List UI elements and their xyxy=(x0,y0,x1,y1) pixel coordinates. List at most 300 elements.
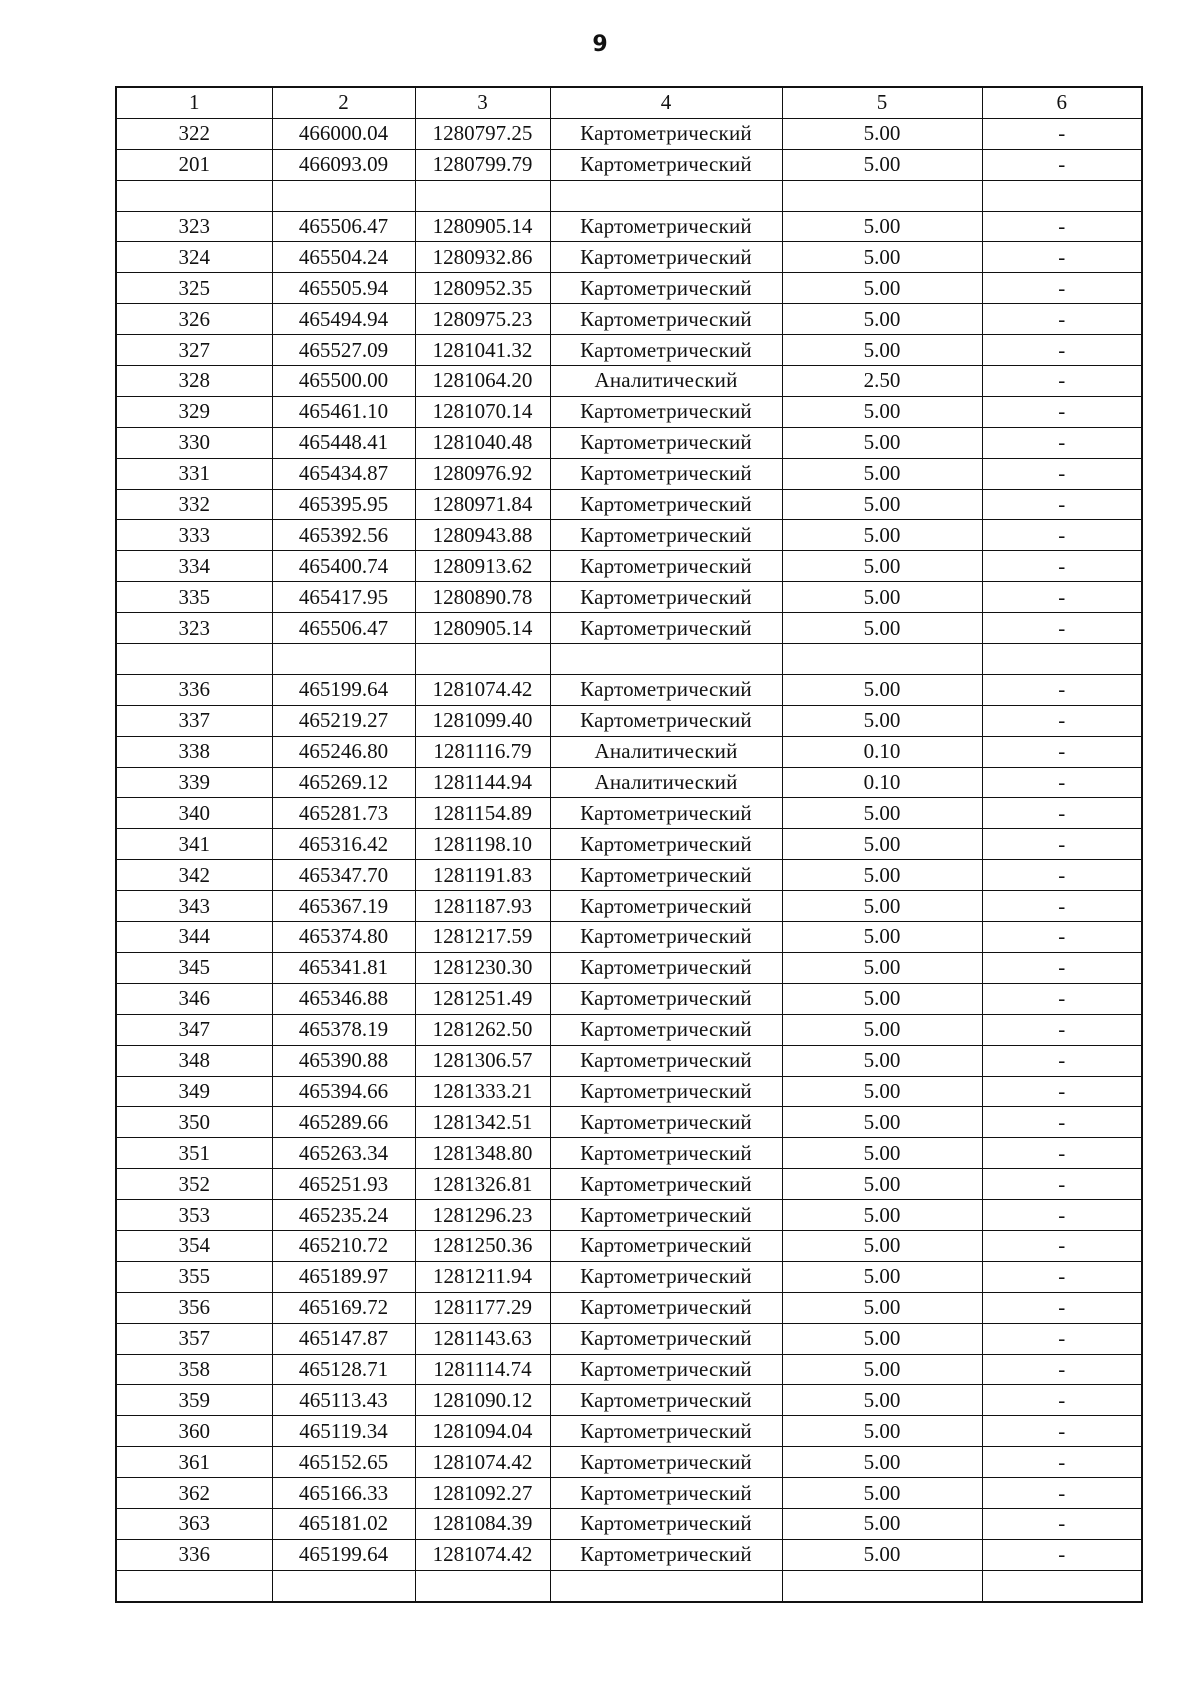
accuracy-cell: 5.00 xyxy=(782,1354,982,1385)
table-row xyxy=(116,1508,1142,1539)
table-row xyxy=(116,1478,1142,1509)
x-coordinate-cell: 465113.43 xyxy=(272,1385,415,1416)
point-number-cell: 333 xyxy=(116,520,272,551)
x-coordinate-cell: 465189.97 xyxy=(272,1261,415,1292)
point-number-cell: 344 xyxy=(116,922,272,953)
x-coordinate-cell: 465527.09 xyxy=(272,335,415,366)
note-cell: - xyxy=(982,1447,1142,1478)
y-coordinate-cell: 1281230.30 xyxy=(415,952,550,983)
table-row xyxy=(116,1385,1142,1416)
x-coordinate-cell: 465347.70 xyxy=(272,860,415,891)
note-cell: - xyxy=(982,767,1142,798)
y-coordinate-cell: 1281306.57 xyxy=(415,1045,550,1076)
note-cell: - xyxy=(982,1539,1142,1570)
note-cell: - xyxy=(982,798,1142,829)
x-coordinate-cell: 466000.04 xyxy=(272,118,415,149)
point-number-cell: 346 xyxy=(116,983,272,1014)
method-cell: Аналитический xyxy=(550,736,782,767)
note-cell: - xyxy=(982,396,1142,427)
method-cell: Картометрический xyxy=(550,1200,782,1231)
method-cell: Аналитический xyxy=(550,366,782,397)
x-coordinate-cell: 465500.00 xyxy=(272,366,415,397)
table-row xyxy=(116,1261,1142,1292)
table-row xyxy=(116,767,1142,798)
table-row xyxy=(116,1138,1142,1169)
method-cell: Картометрический xyxy=(550,1447,782,1478)
accuracy-cell: 5.00 xyxy=(782,273,982,304)
y-coordinate-cell: 1281144.94 xyxy=(415,767,550,798)
note-cell: - xyxy=(982,705,1142,736)
table-row-empty xyxy=(116,644,1142,675)
table-row xyxy=(116,149,1142,180)
point-number-cell: 347 xyxy=(116,1014,272,1045)
method-cell: Картометрический xyxy=(550,674,782,705)
method-cell: Картометрический xyxy=(550,1323,782,1354)
x-coordinate-cell: 465119.34 xyxy=(272,1416,415,1447)
column-header-4: 4 xyxy=(550,87,782,118)
column-header-6: 6 xyxy=(982,87,1142,118)
table-row xyxy=(116,335,1142,366)
accuracy-cell: 5.00 xyxy=(782,304,982,335)
x-coordinate-cell: 465199.64 xyxy=(272,674,415,705)
table-row xyxy=(116,211,1142,242)
accuracy-cell xyxy=(782,180,982,211)
method-cell: Картометрический xyxy=(550,551,782,582)
column-header-3: 3 xyxy=(415,87,550,118)
accuracy-cell: 5.00 xyxy=(782,613,982,644)
accuracy-cell: 5.00 xyxy=(782,891,982,922)
note-cell: - xyxy=(982,273,1142,304)
y-coordinate-cell: 1280971.84 xyxy=(415,489,550,520)
accuracy-cell: 5.00 xyxy=(782,1107,982,1138)
method-cell: Картометрический xyxy=(550,952,782,983)
method-cell: Картометрический xyxy=(550,891,782,922)
y-coordinate-cell: 1281090.12 xyxy=(415,1385,550,1416)
point-number-cell: 339 xyxy=(116,767,272,798)
x-coordinate-cell: 465390.88 xyxy=(272,1045,415,1076)
accuracy-cell: 5.00 xyxy=(782,149,982,180)
point-number-cell: 329 xyxy=(116,396,272,427)
y-coordinate-cell: 1281092.27 xyxy=(415,1478,550,1509)
note-cell: - xyxy=(982,1416,1142,1447)
table-row xyxy=(116,520,1142,551)
x-coordinate-cell xyxy=(272,644,415,675)
y-coordinate-cell: 1280976.92 xyxy=(415,458,550,489)
method-cell: Картометрический xyxy=(550,211,782,242)
table-row xyxy=(116,1107,1142,1138)
point-number-cell: 327 xyxy=(116,335,272,366)
y-coordinate-cell: 1281041.32 xyxy=(415,335,550,366)
x-coordinate-cell: 465378.19 xyxy=(272,1014,415,1045)
point-number-cell: 324 xyxy=(116,242,272,273)
method-cell: Картометрический xyxy=(550,149,782,180)
table-row xyxy=(116,1416,1142,1447)
accuracy-cell: 0.10 xyxy=(782,736,982,767)
table-row xyxy=(116,1200,1142,1231)
table-row xyxy=(116,366,1142,397)
method-cell: Картометрический xyxy=(550,1107,782,1138)
method-cell: Картометрический xyxy=(550,860,782,891)
table-row xyxy=(116,1292,1142,1323)
x-coordinate-cell: 465506.47 xyxy=(272,211,415,242)
method-cell: Картометрический xyxy=(550,1261,782,1292)
point-number-cell: 361 xyxy=(116,1447,272,1478)
table-header xyxy=(116,87,1142,118)
y-coordinate-cell: 1280799.79 xyxy=(415,149,550,180)
x-coordinate-cell: 465505.94 xyxy=(272,273,415,304)
y-coordinate-cell: 1280943.88 xyxy=(415,520,550,551)
y-coordinate-cell: 1281326.81 xyxy=(415,1169,550,1200)
table-row xyxy=(116,1045,1142,1076)
x-coordinate-cell: 465461.10 xyxy=(272,396,415,427)
x-coordinate-cell: 465346.88 xyxy=(272,983,415,1014)
accuracy-cell: 5.00 xyxy=(782,1292,982,1323)
accuracy-cell: 5.00 xyxy=(782,1508,982,1539)
column-header-2: 2 xyxy=(272,87,415,118)
note-cell: - xyxy=(982,1385,1142,1416)
accuracy-cell: 5.00 xyxy=(782,1014,982,1045)
accuracy-cell: 5.00 xyxy=(782,520,982,551)
note-cell xyxy=(982,180,1142,211)
note-cell: - xyxy=(982,211,1142,242)
y-coordinate-cell: 1281094.04 xyxy=(415,1416,550,1447)
y-coordinate-cell xyxy=(415,644,550,675)
table-row xyxy=(116,798,1142,829)
y-coordinate-cell xyxy=(415,1570,550,1601)
x-coordinate-cell: 465506.47 xyxy=(272,613,415,644)
point-number-cell: 342 xyxy=(116,860,272,891)
point-number-cell xyxy=(116,180,272,211)
accuracy-cell: 5.00 xyxy=(782,1385,982,1416)
table-row xyxy=(116,118,1142,149)
note-cell: - xyxy=(982,1014,1142,1045)
y-coordinate-cell: 1281116.79 xyxy=(415,736,550,767)
y-coordinate-cell: 1280797.25 xyxy=(415,118,550,149)
table-row xyxy=(116,736,1142,767)
note-cell: - xyxy=(982,952,1142,983)
method-cell xyxy=(550,180,782,211)
table-row xyxy=(116,1014,1142,1045)
point-number-cell: 356 xyxy=(116,1292,272,1323)
point-number-cell xyxy=(116,644,272,675)
point-number-cell: 349 xyxy=(116,1076,272,1107)
note-cell: - xyxy=(982,613,1142,644)
x-coordinate-cell: 465434.87 xyxy=(272,458,415,489)
point-number-cell: 343 xyxy=(116,891,272,922)
table-body xyxy=(116,118,1142,1601)
table-row xyxy=(116,273,1142,304)
y-coordinate-cell: 1281217.59 xyxy=(415,922,550,953)
y-coordinate-cell: 1281154.89 xyxy=(415,798,550,829)
accuracy-cell: 5.00 xyxy=(782,396,982,427)
accuracy-cell: 5.00 xyxy=(782,1323,982,1354)
method-cell: Картометрический xyxy=(550,705,782,736)
method-cell: Картометрический xyxy=(550,335,782,366)
table-row xyxy=(116,1076,1142,1107)
accuracy-cell: 5.00 xyxy=(782,458,982,489)
note-cell: - xyxy=(982,1292,1142,1323)
table-row xyxy=(116,458,1142,489)
accuracy-cell: 5.00 xyxy=(782,1045,982,1076)
page-number: 9 xyxy=(592,32,608,57)
table-row xyxy=(116,674,1142,705)
accuracy-cell: 5.00 xyxy=(782,922,982,953)
accuracy-cell: 5.00 xyxy=(782,489,982,520)
y-coordinate-cell: 1281262.50 xyxy=(415,1014,550,1045)
y-coordinate-cell: 1280932.86 xyxy=(415,242,550,273)
x-coordinate-cell: 465394.66 xyxy=(272,1076,415,1107)
method-cell: Картометрический xyxy=(550,1169,782,1200)
header-row xyxy=(116,87,1142,118)
y-coordinate-cell: 1281251.49 xyxy=(415,983,550,1014)
y-coordinate-cell: 1281177.29 xyxy=(415,1292,550,1323)
table-row xyxy=(116,1230,1142,1261)
accuracy-cell: 5.00 xyxy=(782,1200,982,1231)
table-row xyxy=(116,396,1142,427)
point-number-cell: 330 xyxy=(116,427,272,458)
point-number-cell: 340 xyxy=(116,798,272,829)
note-cell: - xyxy=(982,983,1142,1014)
y-coordinate-cell: 1281064.20 xyxy=(415,366,550,397)
accuracy-cell: 0.10 xyxy=(782,767,982,798)
table-row xyxy=(116,860,1142,891)
accuracy-cell: 5.00 xyxy=(782,1230,982,1261)
x-coordinate-cell: 465392.56 xyxy=(272,520,415,551)
x-coordinate-cell: 465367.19 xyxy=(272,891,415,922)
point-number-cell: 363 xyxy=(116,1508,272,1539)
point-number-cell: 345 xyxy=(116,952,272,983)
point-number-cell: 335 xyxy=(116,582,272,613)
y-coordinate-cell: 1281084.39 xyxy=(415,1508,550,1539)
table-row xyxy=(116,551,1142,582)
y-coordinate-cell: 1281040.48 xyxy=(415,427,550,458)
note-cell: - xyxy=(982,922,1142,953)
method-cell: Аналитический xyxy=(550,767,782,798)
method-cell: Картометрический xyxy=(550,798,782,829)
accuracy-cell: 5.00 xyxy=(782,582,982,613)
method-cell: Картометрический xyxy=(550,1045,782,1076)
y-coordinate-cell: 1281074.42 xyxy=(415,674,550,705)
note-cell: - xyxy=(982,366,1142,397)
x-coordinate-cell: 465251.93 xyxy=(272,1169,415,1200)
method-cell: Картометрический xyxy=(550,1385,782,1416)
point-number-cell: 201 xyxy=(116,149,272,180)
table-row xyxy=(116,1169,1142,1200)
accuracy-cell: 5.00 xyxy=(782,952,982,983)
accuracy-cell: 5.00 xyxy=(782,1416,982,1447)
note-cell: - xyxy=(982,335,1142,366)
table-row xyxy=(116,1354,1142,1385)
table-row xyxy=(116,891,1142,922)
point-number-cell: 323 xyxy=(116,211,272,242)
point-number-cell: 354 xyxy=(116,1230,272,1261)
accuracy-cell: 5.00 xyxy=(782,705,982,736)
accuracy-cell: 5.00 xyxy=(782,118,982,149)
point-number-cell: 331 xyxy=(116,458,272,489)
accuracy-cell: 5.00 xyxy=(782,427,982,458)
accuracy-cell: 5.00 xyxy=(782,829,982,860)
accuracy-cell: 5.00 xyxy=(782,798,982,829)
point-number-cell: 338 xyxy=(116,736,272,767)
table-row xyxy=(116,829,1142,860)
method-cell: Картометрический xyxy=(550,829,782,860)
point-number-cell: 360 xyxy=(116,1416,272,1447)
note-cell xyxy=(982,644,1142,675)
method-cell: Картометрический xyxy=(550,242,782,273)
x-coordinate-cell: 465400.74 xyxy=(272,551,415,582)
accuracy-cell: 5.00 xyxy=(782,1261,982,1292)
note-cell: - xyxy=(982,304,1142,335)
x-coordinate-cell: 465169.72 xyxy=(272,1292,415,1323)
table-row xyxy=(116,582,1142,613)
note-cell xyxy=(982,1570,1142,1601)
table-row xyxy=(116,952,1142,983)
point-number-cell: 325 xyxy=(116,273,272,304)
point-number-cell xyxy=(116,1570,272,1601)
point-number-cell: 336 xyxy=(116,674,272,705)
point-number-cell: 350 xyxy=(116,1107,272,1138)
y-coordinate-cell: 1281074.42 xyxy=(415,1447,550,1478)
x-coordinate-cell: 465166.33 xyxy=(272,1478,415,1509)
method-cell: Картометрический xyxy=(550,304,782,335)
x-coordinate-cell: 465181.02 xyxy=(272,1508,415,1539)
note-cell: - xyxy=(982,489,1142,520)
accuracy-cell xyxy=(782,644,982,675)
point-number-cell: 328 xyxy=(116,366,272,397)
note-cell: - xyxy=(982,1169,1142,1200)
method-cell: Картометрический xyxy=(550,458,782,489)
method-cell: Картометрический xyxy=(550,613,782,644)
x-coordinate-cell: 465494.94 xyxy=(272,304,415,335)
point-number-cell: 326 xyxy=(116,304,272,335)
x-coordinate-cell: 465341.81 xyxy=(272,952,415,983)
note-cell: - xyxy=(982,1508,1142,1539)
y-coordinate-cell: 1281099.40 xyxy=(415,705,550,736)
accuracy-cell: 5.00 xyxy=(782,674,982,705)
point-number-cell: 348 xyxy=(116,1045,272,1076)
table-row xyxy=(116,922,1142,953)
y-coordinate-cell: 1281198.10 xyxy=(415,829,550,860)
method-cell: Картометрический xyxy=(550,1416,782,1447)
point-number-cell: 341 xyxy=(116,829,272,860)
note-cell: - xyxy=(982,891,1142,922)
note-cell: - xyxy=(982,1200,1142,1231)
x-coordinate-cell: 465289.66 xyxy=(272,1107,415,1138)
y-coordinate-cell: 1281250.36 xyxy=(415,1230,550,1261)
method-cell: Картометрический xyxy=(550,1230,782,1261)
x-coordinate-cell: 466093.09 xyxy=(272,149,415,180)
accuracy-cell: 5.00 xyxy=(782,242,982,273)
note-cell: - xyxy=(982,520,1142,551)
x-coordinate-cell: 465269.12 xyxy=(272,767,415,798)
point-number-cell: 357 xyxy=(116,1323,272,1354)
column-header-5: 5 xyxy=(782,87,982,118)
table-row xyxy=(116,304,1142,335)
method-cell: Картометрический xyxy=(550,922,782,953)
x-coordinate-cell xyxy=(272,1570,415,1601)
y-coordinate-cell: 1281074.42 xyxy=(415,1539,550,1570)
y-coordinate-cell: 1281211.94 xyxy=(415,1261,550,1292)
x-coordinate-cell: 465504.24 xyxy=(272,242,415,273)
accuracy-cell: 2.50 xyxy=(782,366,982,397)
accuracy-cell: 5.00 xyxy=(782,1169,982,1200)
x-coordinate-cell: 465395.95 xyxy=(272,489,415,520)
accuracy-cell: 5.00 xyxy=(782,1447,982,1478)
note-cell: - xyxy=(982,736,1142,767)
method-cell: Картометрический xyxy=(550,1539,782,1570)
y-coordinate-cell: 1280952.35 xyxy=(415,273,550,304)
y-coordinate-cell: 1281070.14 xyxy=(415,396,550,427)
point-number-cell: 353 xyxy=(116,1200,272,1231)
accuracy-cell: 5.00 xyxy=(782,211,982,242)
note-cell: - xyxy=(982,829,1142,860)
method-cell: Картометрический xyxy=(550,1076,782,1107)
note-cell: - xyxy=(982,1478,1142,1509)
note-cell: - xyxy=(982,582,1142,613)
table-row xyxy=(116,1323,1142,1354)
table-row-empty xyxy=(116,180,1142,211)
point-number-cell: 355 xyxy=(116,1261,272,1292)
method-cell: Картометрический xyxy=(550,1354,782,1385)
point-number-cell: 337 xyxy=(116,705,272,736)
accuracy-cell: 5.00 xyxy=(782,860,982,891)
x-coordinate-cell: 465199.64 xyxy=(272,1539,415,1570)
x-coordinate-cell: 465281.73 xyxy=(272,798,415,829)
note-cell: - xyxy=(982,1107,1142,1138)
method-cell: Картометрический xyxy=(550,1014,782,1045)
x-coordinate-cell: 465448.41 xyxy=(272,427,415,458)
column-header-1: 1 xyxy=(116,87,272,118)
note-cell: - xyxy=(982,1261,1142,1292)
table-row xyxy=(116,1447,1142,1478)
x-coordinate-cell: 465147.87 xyxy=(272,1323,415,1354)
method-cell: Картометрический xyxy=(550,396,782,427)
table-row xyxy=(116,489,1142,520)
y-coordinate-cell: 1281348.80 xyxy=(415,1138,550,1169)
y-coordinate-cell: 1280975.23 xyxy=(415,304,550,335)
y-coordinate-cell: 1280905.14 xyxy=(415,211,550,242)
point-number-cell: 351 xyxy=(116,1138,272,1169)
note-cell: - xyxy=(982,1230,1142,1261)
x-coordinate-cell xyxy=(272,180,415,211)
y-coordinate-cell: 1280913.62 xyxy=(415,551,550,582)
y-coordinate-cell: 1281296.23 xyxy=(415,1200,550,1231)
method-cell: Картометрический xyxy=(550,427,782,458)
note-cell: - xyxy=(982,1354,1142,1385)
method-cell: Картометрический xyxy=(550,1508,782,1539)
point-number-cell: 334 xyxy=(116,551,272,582)
accuracy-cell: 5.00 xyxy=(782,983,982,1014)
x-coordinate-cell: 465210.72 xyxy=(272,1230,415,1261)
note-cell: - xyxy=(982,118,1142,149)
point-number-cell: 362 xyxy=(116,1478,272,1509)
accuracy-cell: 5.00 xyxy=(782,1076,982,1107)
y-coordinate-cell xyxy=(415,180,550,211)
accuracy-cell: 5.00 xyxy=(782,1138,982,1169)
method-cell: Картометрический xyxy=(550,273,782,304)
table-row xyxy=(116,242,1142,273)
method-cell: Картометрический xyxy=(550,1138,782,1169)
y-coordinate-cell: 1281187.93 xyxy=(415,891,550,922)
note-cell: - xyxy=(982,1323,1142,1354)
method-cell xyxy=(550,644,782,675)
note-cell: - xyxy=(982,242,1142,273)
table-row xyxy=(116,705,1142,736)
method-cell: Картометрический xyxy=(550,489,782,520)
x-coordinate-cell: 465246.80 xyxy=(272,736,415,767)
table-row xyxy=(116,983,1142,1014)
table-row xyxy=(116,427,1142,458)
